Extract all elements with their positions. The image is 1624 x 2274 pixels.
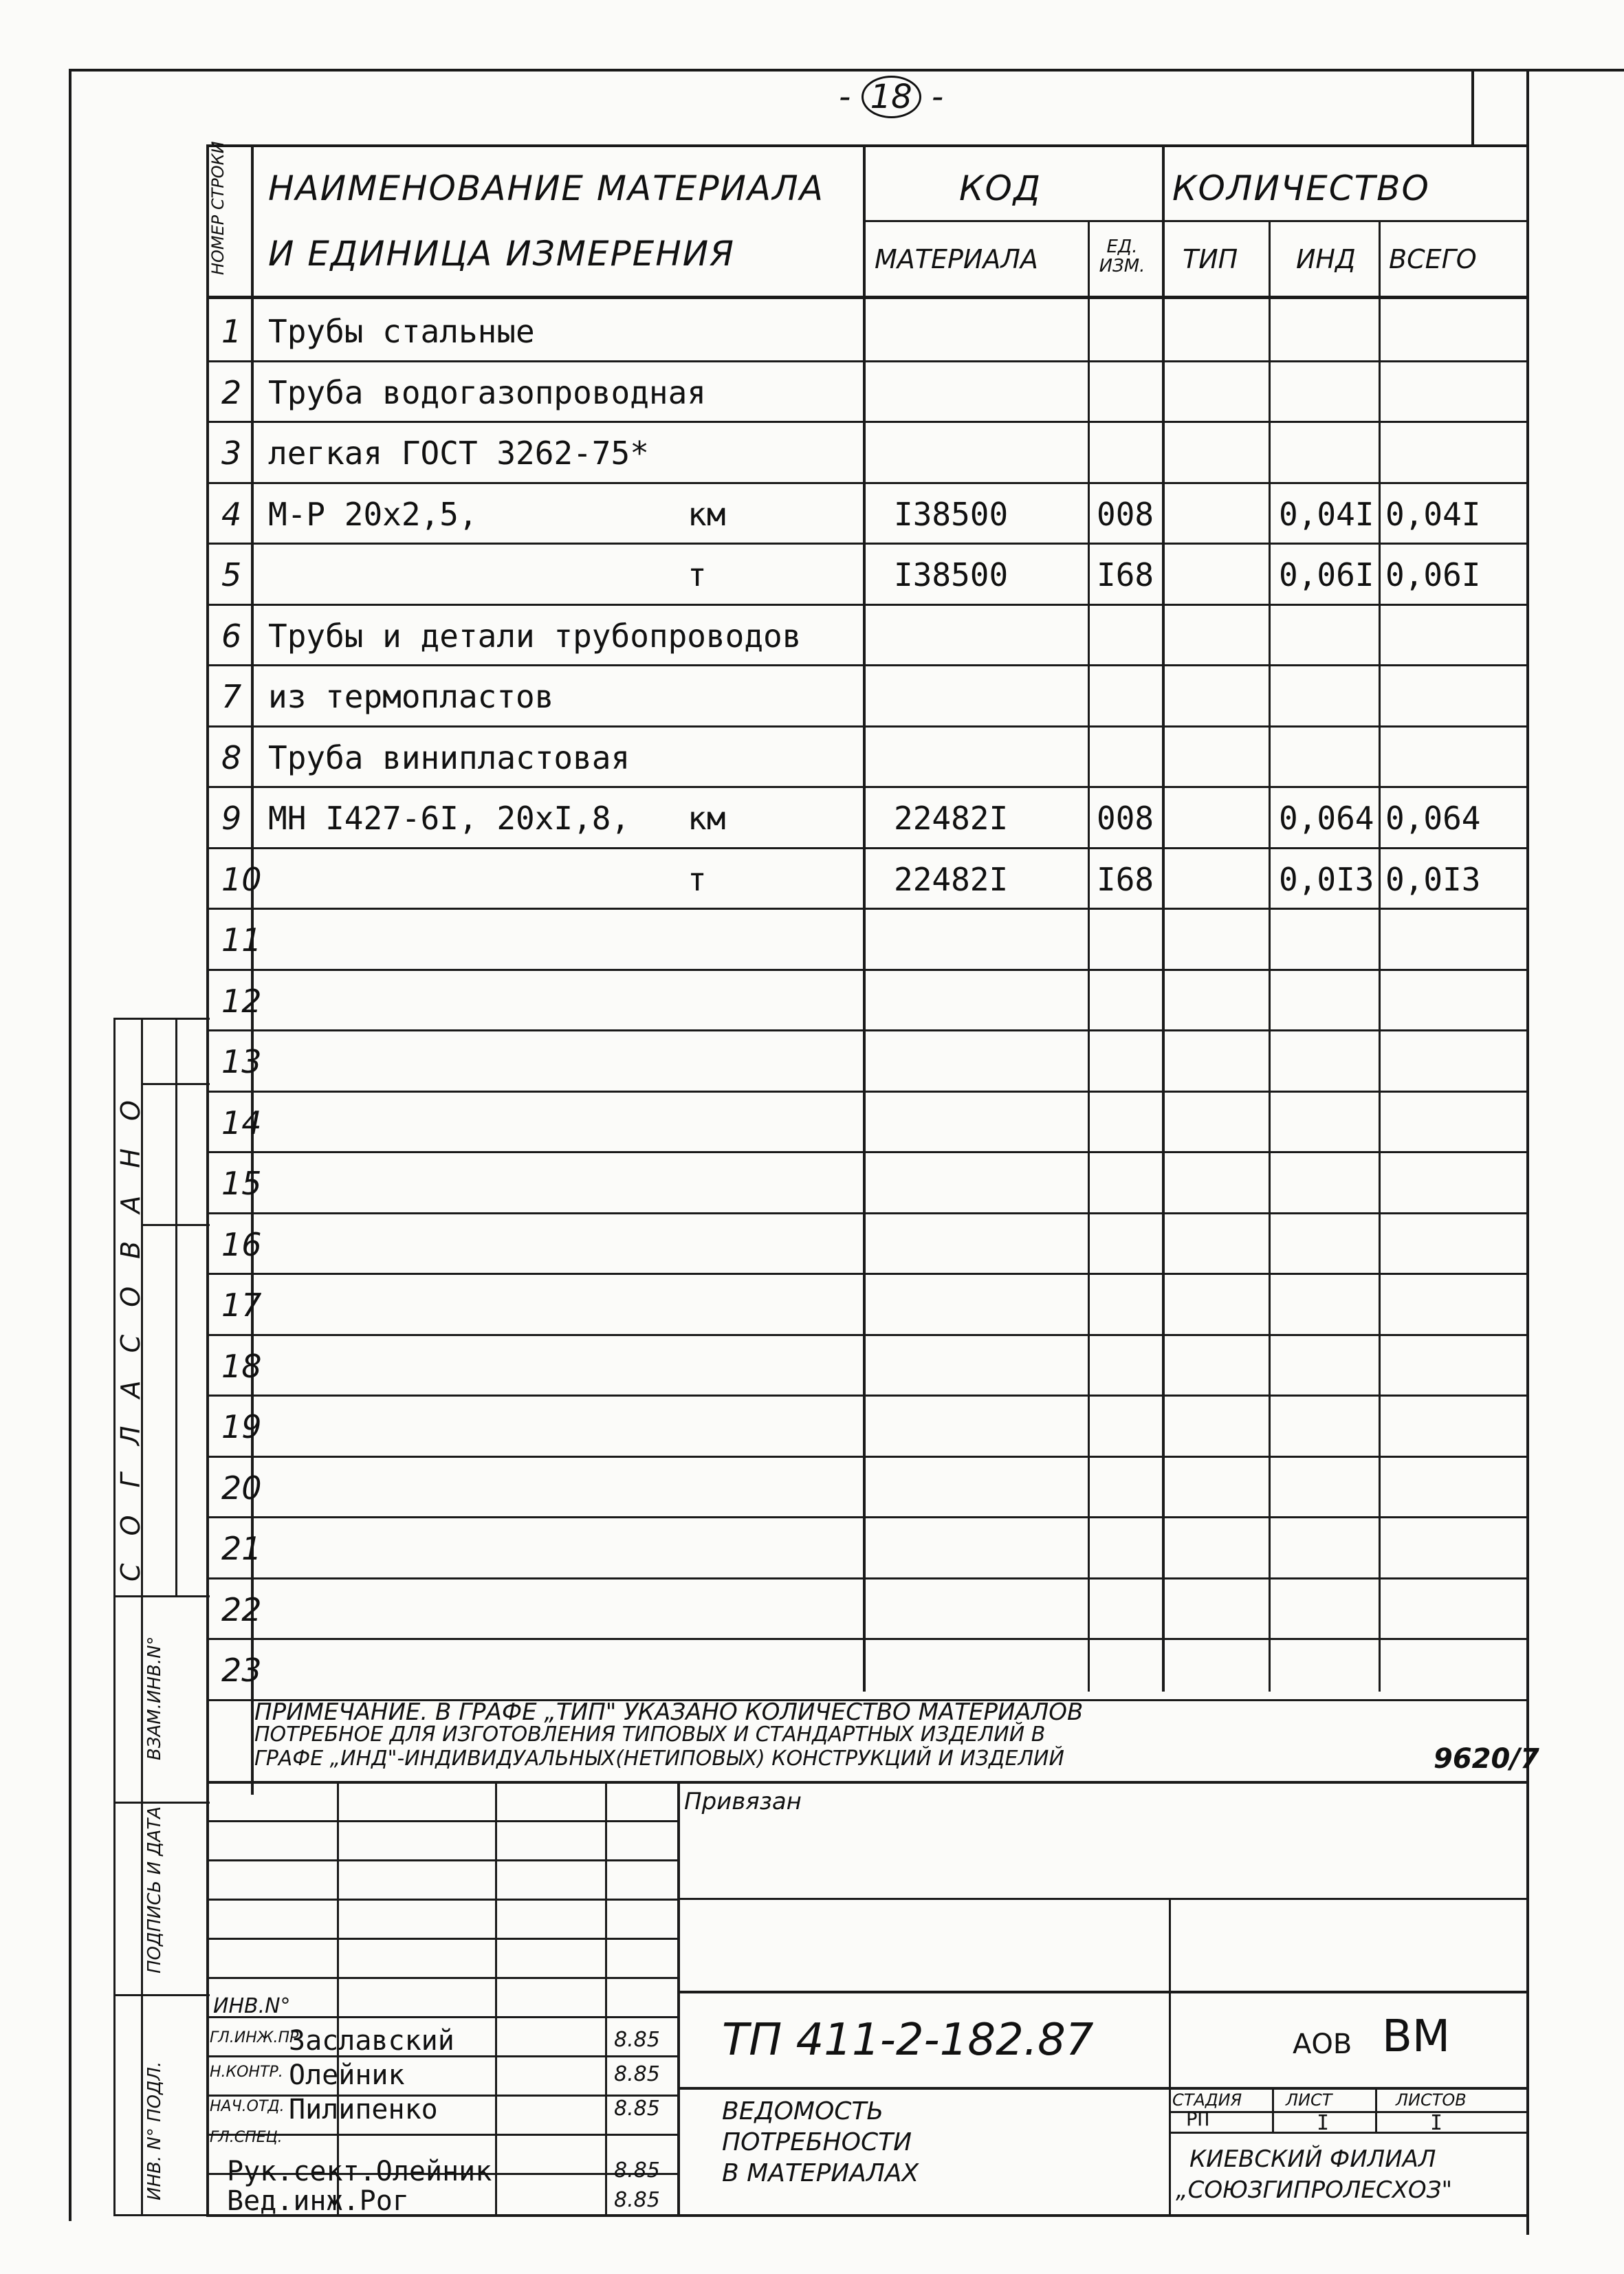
header-quantity: КОЛИЧЕСТВО [1172, 168, 1430, 208]
table-row [206, 1456, 1528, 1517]
table-row [206, 1029, 1528, 1091]
tb-col2 [495, 1781, 497, 2214]
tb-person-date: 8.85 [614, 2062, 660, 2086]
cell-total: 0,0I3 [1385, 860, 1481, 898]
table-row [206, 969, 1528, 1030]
cell-name: Труба винипластовая [268, 739, 630, 776]
cell-unit: т [688, 556, 707, 593]
side-stamp-vzam: ВЗАМ.ИНВ.N° [144, 1636, 165, 1760]
cell-n: 18 [221, 1347, 262, 1385]
cell-ind: 0,06I [1279, 556, 1374, 593]
table-row [206, 1212, 1528, 1273]
tb-sheet-label: ЛИСТ [1286, 2090, 1332, 2110]
tb-row-line [206, 1938, 679, 1940]
cell-uom: I68 [1097, 860, 1154, 898]
cell-unit: км [688, 800, 726, 837]
cell-name: М-Р 20x2,5, [268, 495, 478, 533]
tb-mark-small: АОВ [1293, 2029, 1352, 2060]
header-qty-type: ТИП [1183, 244, 1238, 274]
cell-ind: 0,0I3 [1279, 860, 1374, 898]
cell-n: 15 [221, 1165, 262, 1202]
tb-stage-label: СТАДИЯ [1172, 2090, 1242, 2110]
tb-top [206, 1781, 1528, 1784]
tb-code-top [677, 1991, 1528, 1993]
side-stamp-bottom [113, 1595, 210, 1597]
tb-stage-row2 [1169, 2132, 1528, 2134]
table-row [206, 1395, 1528, 1456]
tb-sheets: I [1430, 2111, 1443, 2135]
tb-row-line [206, 2095, 679, 2097]
header-row-number-text: НОМЕР СТРОКИ [208, 141, 228, 275]
tb-sheets-label: ЛИСТОВ [1396, 2090, 1467, 2110]
tb-col1 [337, 1781, 339, 2214]
side-stamp-sign-date: ПОДПИСЬ И ДАТА [144, 1806, 165, 1974]
tb-row-line [206, 1820, 679, 1822]
side-stamp-div2 [141, 1224, 210, 1226]
cell-n: 22 [221, 1590, 262, 1628]
tb-person-name: Пилипенко [289, 2094, 438, 2125]
tb-stage: РП [1186, 2108, 1209, 2130]
cell-unit: т [688, 860, 707, 898]
tb-code-bottom [677, 2087, 1528, 2090]
cell-code: I38500 [894, 556, 1009, 593]
cell-ind: 0,04I [1279, 495, 1374, 533]
cell-n: 4 [221, 495, 242, 533]
cell-n: 21 [221, 1530, 262, 1567]
page-number: - 18 - [839, 76, 943, 118]
tb-person-date: 8.85 [614, 2028, 660, 2052]
tb-person-name: Олейник [289, 2059, 405, 2091]
tb-left [206, 1781, 209, 2214]
cell-n: 6 [221, 617, 242, 655]
header-code-material: МАТЕРИАЛА [875, 244, 1038, 274]
tb-attached: Привязан [684, 1788, 802, 1815]
note-line3: ГРАФЕ „ИНД"-ИНДИВИДУАЛЬНЫХ(НЕТИПОВЫХ) КОНСТРУКЦИЙ И ИЗДЕЛИЙ [254, 1747, 1064, 1771]
tb-title-3: В МАТЕРИАЛАХ [722, 2159, 919, 2187]
cell-n: 7 [221, 678, 242, 715]
table-row [206, 1151, 1528, 1212]
tb-org-1: КИЕВСКИЙ ФИЛИАЛ [1189, 2145, 1436, 2173]
page-number-box-line [1471, 69, 1474, 144]
tb-person-role: НАЧ.ОТД. [210, 2098, 285, 2115]
cell-code: 22482I [894, 860, 1009, 898]
cell-n: 14 [221, 1104, 262, 1141]
tb-attached-line [677, 1898, 1528, 1900]
tb-stage-row [1169, 2111, 1528, 2113]
outer-frame-left [69, 69, 72, 2221]
header-sub-line [863, 220, 1528, 222]
header-name-line2: И ЕДИНИЦА ИЗМЕРЕНИЯ [268, 234, 735, 274]
table-row [206, 1091, 1528, 1152]
tb-org-2: „СОЮЗГИПРОЛЕСХОЗ" [1176, 2176, 1453, 2204]
cell-n: 16 [221, 1225, 262, 1263]
side-stamp-approved: С О Г Л А С О В А Н О [116, 1091, 146, 1582]
cell-n: 8 [221, 739, 242, 776]
cell-name: МН I427-6I, 20xI,8, [268, 800, 630, 837]
cell-total: 0,04I [1385, 495, 1481, 533]
cell-n: 19 [221, 1408, 262, 1445]
cell-total: 0,064 [1385, 800, 1481, 837]
cell-code: I38500 [894, 495, 1009, 533]
tb-title-2: ПОТРЕБНОСТИ [722, 2128, 912, 2156]
table-row [206, 1334, 1528, 1395]
header-name-line1: НАИМЕНОВАНИЕ МАТЕРИАЛА [268, 168, 824, 208]
cell-name: Труба водогазопроводная [268, 373, 706, 411]
cell-n: 1 [221, 313, 242, 350]
tb-person-date: 8.85 [614, 2188, 660, 2212]
header-qty-total: ВСЕГО [1389, 244, 1477, 274]
tb-person-date: 8.85 [614, 2097, 660, 2121]
side-stamp-inv-podl: ИНВ. N° ПОДЛ. [144, 2061, 165, 2200]
table-row [206, 908, 1528, 969]
tb-person-role: Н.КОНТР. [210, 2064, 283, 2081]
tb-title-1: ВЕДОМОСТЬ [722, 2097, 884, 2125]
side-stamp-inner2 [175, 1018, 177, 1595]
tb-person-name: Заславский [289, 2025, 454, 2057]
cell-n: 23 [221, 1652, 262, 1689]
cell-n: 20 [221, 1469, 262, 1507]
cell-n: 13 [221, 1043, 262, 1080]
table-row [206, 1273, 1528, 1334]
tb-inv-no: ИНВ.N° [213, 1994, 291, 2018]
header-row-number [208, 141, 228, 275]
tb-person-name: Вед.инж.Рог [227, 2185, 409, 2217]
tb-person-role: ГЛ.ИНЖ.ПР. [210, 2029, 304, 2046]
cell-name: Трубы стальные [268, 313, 535, 350]
cell-uom: 008 [1097, 800, 1154, 837]
tb-right-col [1169, 1898, 1171, 2214]
tb-row-line [206, 1899, 679, 1901]
tb-col3 [605, 1781, 607, 2214]
cell-n: 9 [221, 800, 242, 837]
note-doc-number: 9620/7 [1434, 1743, 1539, 1775]
cell-n: 3 [221, 435, 242, 472]
tb-row-line [206, 1977, 679, 1979]
cell-name: из термопластов [268, 678, 554, 715]
tb-project-code: ТП 411-2-182.87 [722, 2015, 1094, 2066]
tb-stage-col2 [1375, 2087, 1377, 2134]
side-stamp-top [113, 1018, 210, 1020]
cell-n: 12 [221, 982, 262, 1020]
cell-n: 17 [221, 1287, 262, 1324]
cell-n: 5 [221, 556, 242, 593]
table-row [206, 1638, 1528, 1699]
cell-n: 11 [221, 921, 262, 959]
tb-person-role: ГЛ.СПЕЦ. [210, 2129, 283, 2146]
tb-main-divider [677, 1781, 680, 2214]
outer-frame-top [69, 69, 1624, 72]
header-qty-ind: ИНД [1296, 244, 1356, 274]
page-number-circle [862, 76, 921, 118]
tb-stage-col1 [1272, 2087, 1274, 2134]
cell-uom: 008 [1097, 495, 1154, 533]
cell-n: 2 [221, 373, 242, 411]
side-stamp-sep2 [113, 1994, 210, 1996]
page-number-value: 18 [870, 78, 912, 116]
table-top-line [206, 144, 1528, 147]
side-stamp-sep1 [113, 1802, 210, 1804]
cell-code: 22482I [894, 800, 1009, 837]
cell-total: 0,06I [1385, 556, 1481, 593]
note-line2: ПОТРЕБНОЕ ДЛЯ ИЗГОТОВЛЕНИЯ ТИПОВЫХ И СТАНДАРТНЫХ ИЗДЕЛИЙ В [254, 1723, 1046, 1747]
table-row [206, 1516, 1528, 1577]
tb-person-name: Рук.сект.Олейник [227, 2156, 492, 2187]
cell-uom: I68 [1097, 556, 1154, 593]
side-stamp-end [113, 2214, 210, 2216]
header-code-unit: ЕД. ИЗМ. [1099, 237, 1145, 276]
note-line1: ПРИМЕЧАНИЕ. В ГРАФЕ „ТИП" УКАЗАНО КОЛИЧЕСТВО МАТЕРИАЛОВ [254, 1698, 1084, 1726]
tb-sheet: I [1317, 2111, 1330, 2135]
cell-unit: км [688, 495, 726, 533]
header-code: КОД [959, 168, 1042, 208]
side-stamp-div1 [141, 1083, 210, 1085]
tb-person-date: 8.85 [614, 2158, 660, 2183]
cell-ind: 0,064 [1279, 800, 1374, 837]
tb-row-line [206, 1859, 679, 1861]
cell-name: легкая ГОСТ 3262-75* [268, 435, 649, 472]
cell-name: Трубы и детали трубопроводов [268, 617, 802, 655]
tb-mark-big: ВМ [1382, 2011, 1451, 2062]
cell-n: 10 [221, 860, 262, 898]
table-row [206, 1577, 1528, 1639]
